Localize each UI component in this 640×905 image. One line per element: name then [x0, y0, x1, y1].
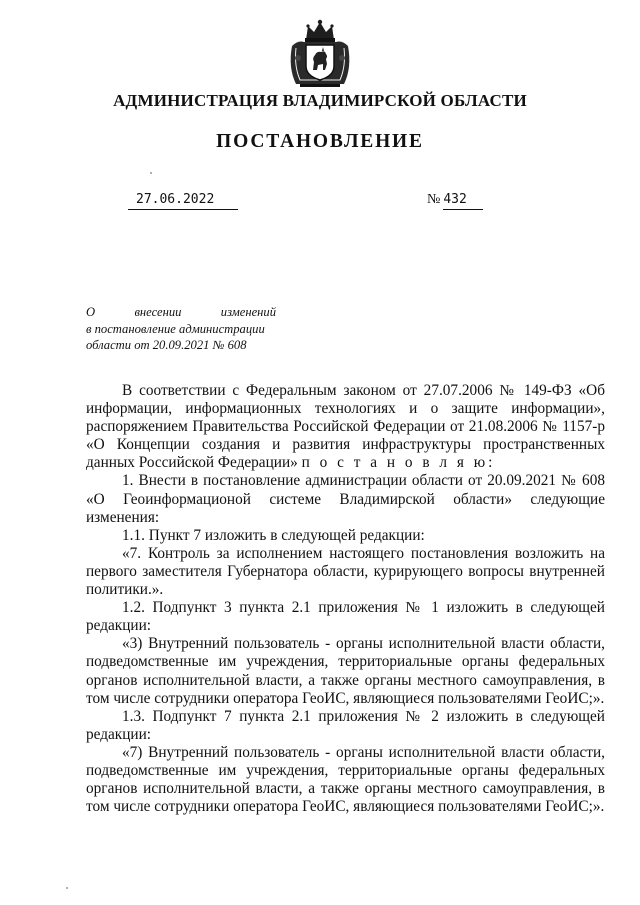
- document-body: [86, 382, 605, 816]
- preamble-paragraph: В соответствии с Федеральным законом от 27.07.2006 № 149-ФЗ «Об информации, информационных технологиях и о защите информации», распоряжением Правительства Российской Федерации от 21.08.2006 № 1157-р «О Концепции создания и развития инфраструктуры пространственных данных Российской Федерации» п о с т а н о в л я ю:: [86, 382, 605, 472]
- paragraph-1-1-text: «7. Контроль за исполнением настоящего постановления возложить на первого заместителя Губернатора области, курирующего вопросы внутренней политики.».: [86, 544, 605, 599]
- document-date: 27.06.2022: [128, 192, 238, 210]
- paragraph-1-1: 1.1. Пункт 7 изложить в следующей редакции:: [122, 526, 425, 544]
- coat-of-arms-emblem: [286, 18, 354, 88]
- number-sign: №: [427, 192, 441, 207]
- paragraph-1: 1. Внести в постановление администрации области от 20.09.2021 № 608 «О Геоинформационой системе Владимирской области» следующие изменения:: [86, 472, 605, 526]
- document-type-title: ПОСТАНОВЛЕНИЕ: [216, 131, 424, 152]
- decree-word: п о с т а н о в л я ю:: [301, 454, 496, 472]
- document-subject: [86, 304, 276, 354]
- subject-line-2: в постановление администрации: [86, 321, 265, 336]
- paragraph-1-3-text: «7) Внутренний пользователь - органы исполнительной власти области, подведомственные им учреждения, территориальные органы федеральных органов исполнительной власти, а также органы местного самоуправления, в том числе сотрудники оператора ГеоИС, являющиеся пользователями ГеоИС;».: [86, 743, 605, 816]
- scan-mark: [66, 887, 68, 889]
- organization-title: АДМИНИСТРАЦИЯ ВЛАДИМИРСКОЙ ОБЛАСТИ: [113, 91, 527, 110]
- paragraph-1-2: 1.2. Подпункт 3 пункта 2.1 приложения № 1 изложить в следующей редакции:: [86, 599, 605, 635]
- scan-mark: [150, 172, 152, 174]
- paragraph-1-2-text: «3) Внутренний пользователь - органы исполнительной власти области, подведомственные им учреждения, территориальные органы федеральных органов исполнительной власти, а также органы местного самоуправления, в том числе сотрудники оператора ГеоИС, являющиеся пользователями ГеоИС;».: [86, 635, 605, 707]
- document-number: [427, 192, 483, 210]
- paragraph-1-3: 1.3. Подпункт 7 пункта 2.1 приложения № 2 изложить в следующей редакции:: [86, 707, 605, 743]
- document-number-value: 432: [443, 192, 483, 210]
- subject-line-3: области от 20.09.2021 № 608: [86, 338, 247, 352]
- subject-line-1: О внесении изменений: [86, 305, 276, 319]
